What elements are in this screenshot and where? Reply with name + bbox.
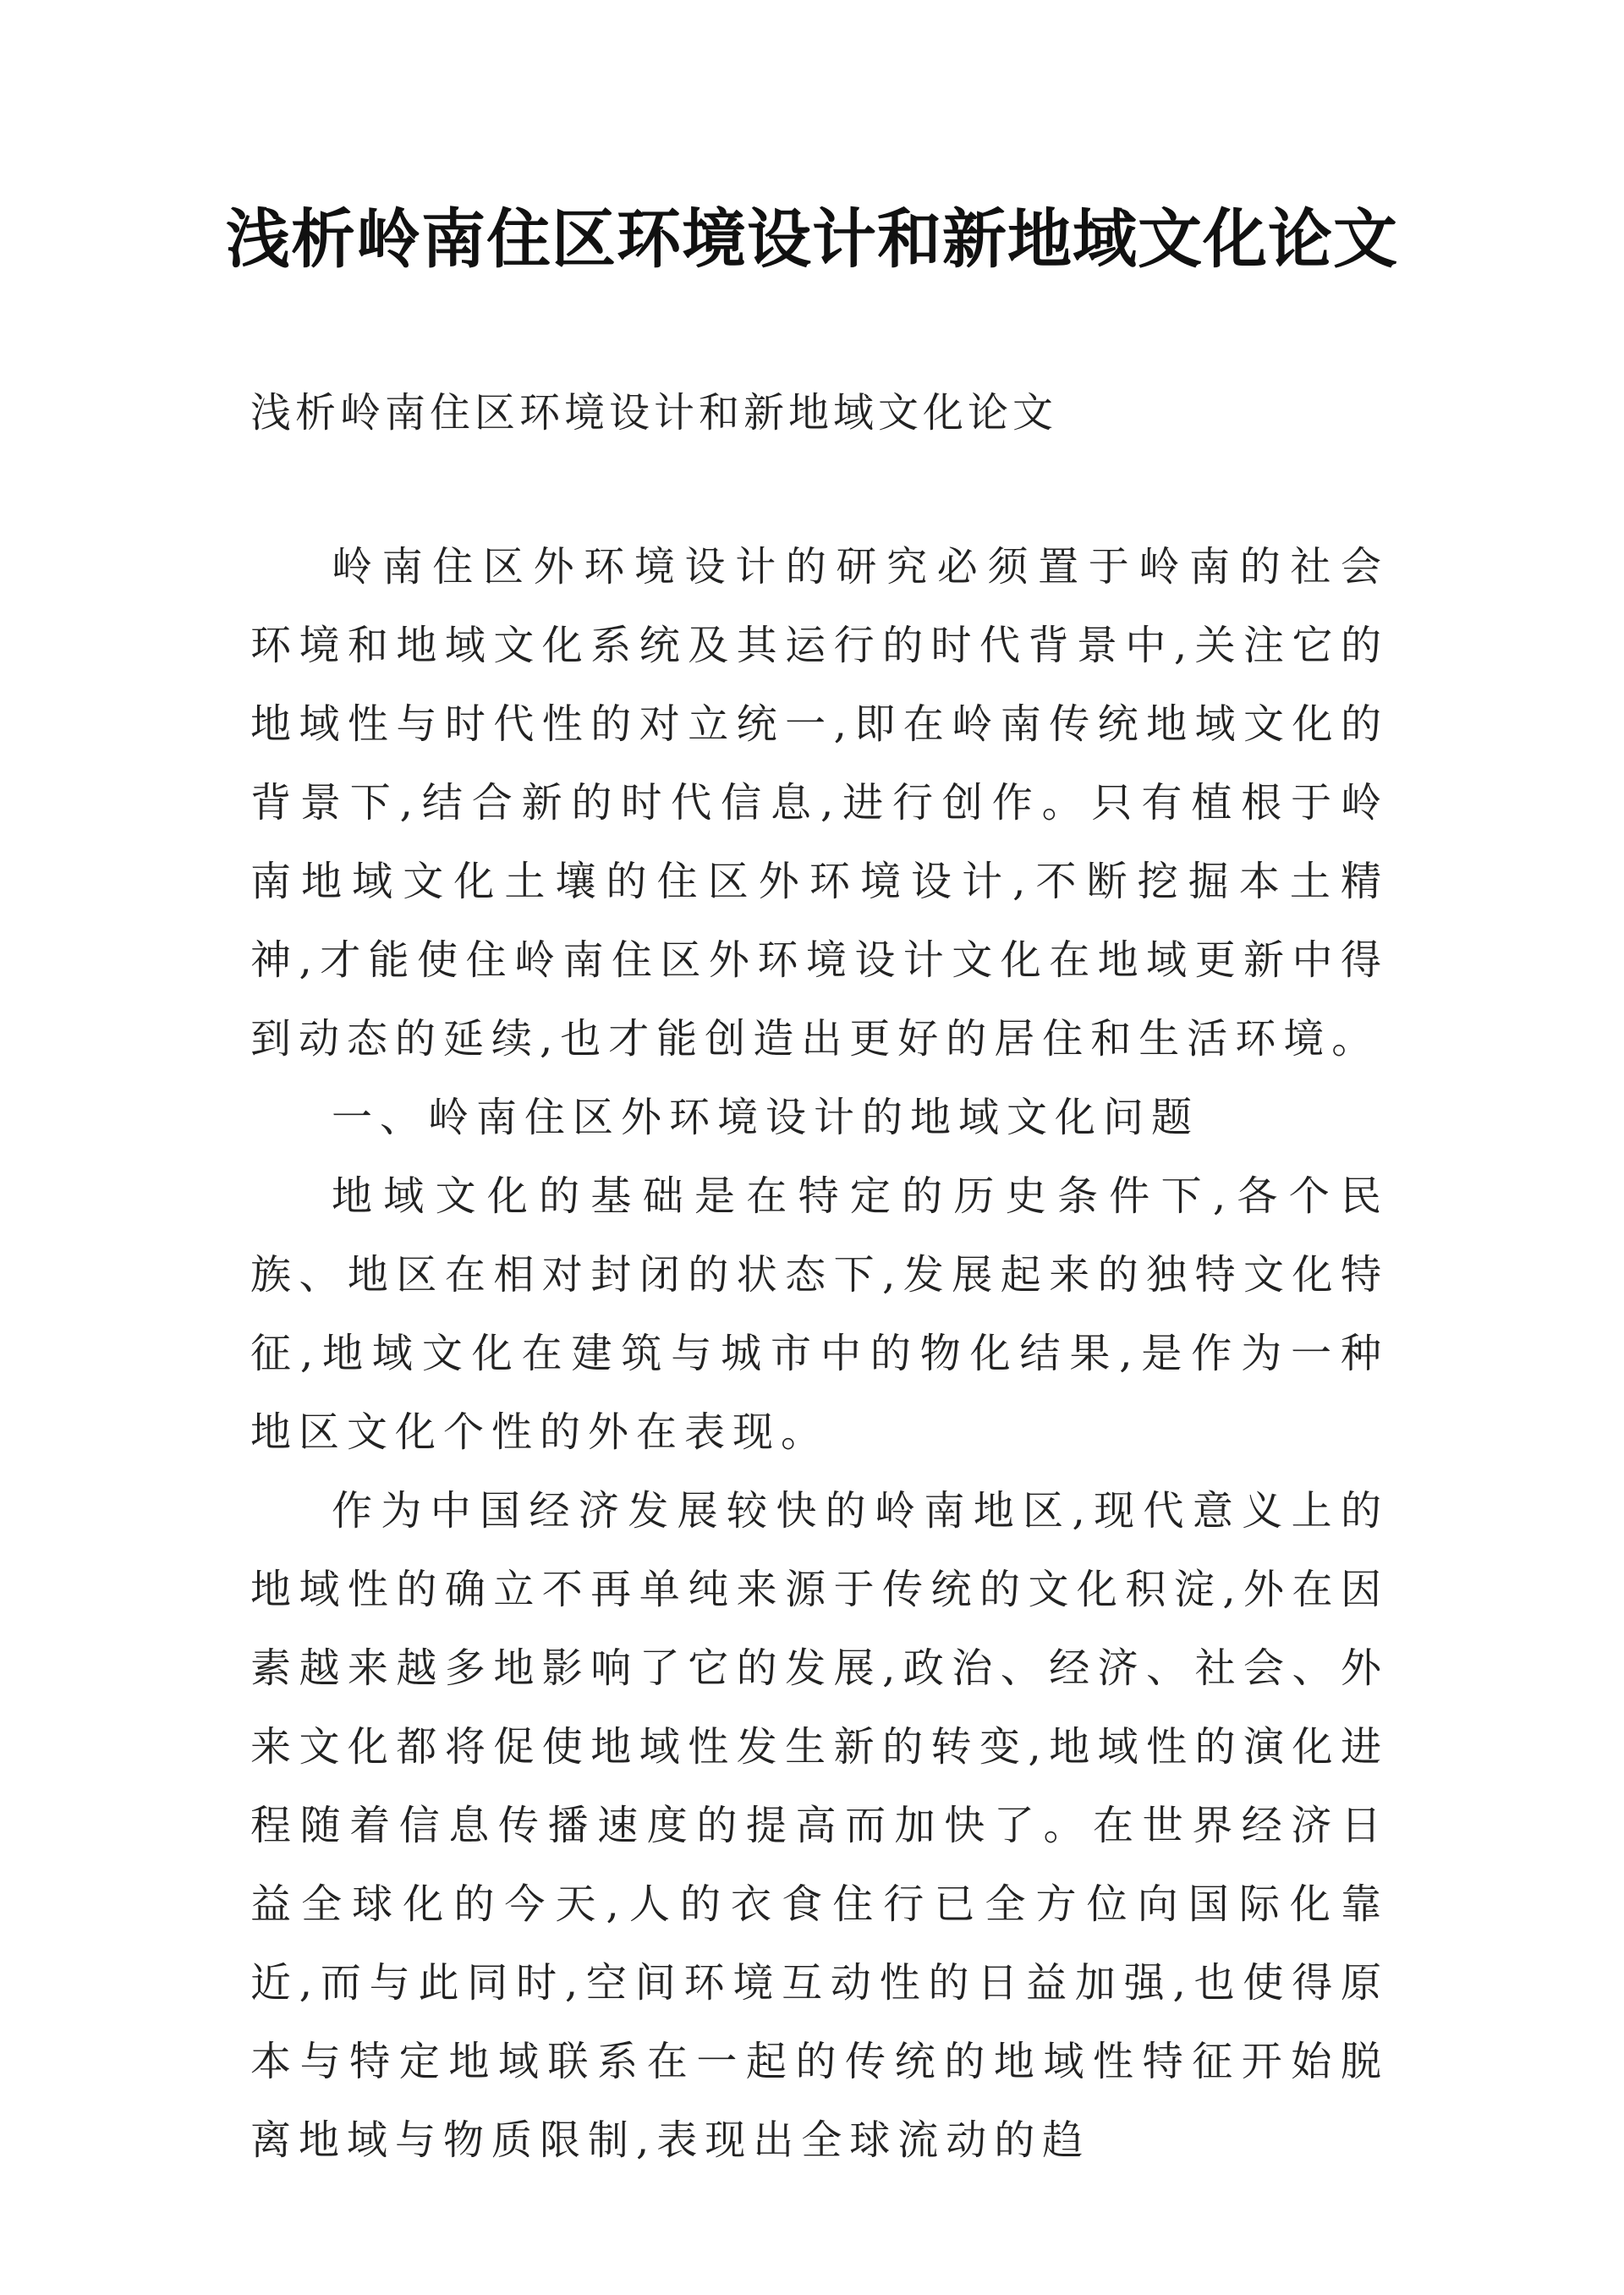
paragraph-intro: 岭南住区外环境设计的研究必须置于岭南的社会环境和地域文化系统及其运行的时代背景中,关注它的地域性与时代性的对立统一,即在岭南传统地域文化的背景下,结合新的时代信息,进行创作。只有植根于岭南地域文化土壤的住区外环境设计,不断挖掘本土精神,才能使住岭南住区外环境设计文化在地域更新中得到动态的延续,也才能创造出更好的居住和生活环境。 xyxy=(250,543,1389,1062)
document-title: 浅析岭南住区环境设计和新地域文化论文 xyxy=(226,201,1398,277)
document-subtitle: 浅析岭南住区环境设计和新地域文化论文 xyxy=(250,389,1058,436)
section-heading: 一、岭南住区外环境设计的地域文化问题 xyxy=(332,1094,1200,1141)
paragraph-regional-culture: 地域文化的基础是在特定的历史条件下,各个民族、地区在相对封闭的状态下,发展起来的独特文化特征,地域文化在建筑与城市中的物化结果,是作为一种地区文化个性的外在表现。 xyxy=(250,1172,1389,1456)
paragraph-globalization: 作为中国经济发展较快的岭南地区,现代意义上的地域性的确立不再单纯来源于传统的文化积淀,外在因素越来越多地影响了它的发展,政治、经济、社会、外来文化都将促使地域性发生新的转变,地域性的演化进程随着信息传播速度的提高而加快了。在世界经济日益全球化的今天,人的衣食住行已全方位向国际化靠近,而与此同时,空间环境互动性的日益加强,也使得原本与特定地域联系在一起的传统的地域性特征开始脱离地域与物质限制,表现出全球流动的趋 xyxy=(250,1487,1389,2164)
document-body xyxy=(250,528,1389,2180)
